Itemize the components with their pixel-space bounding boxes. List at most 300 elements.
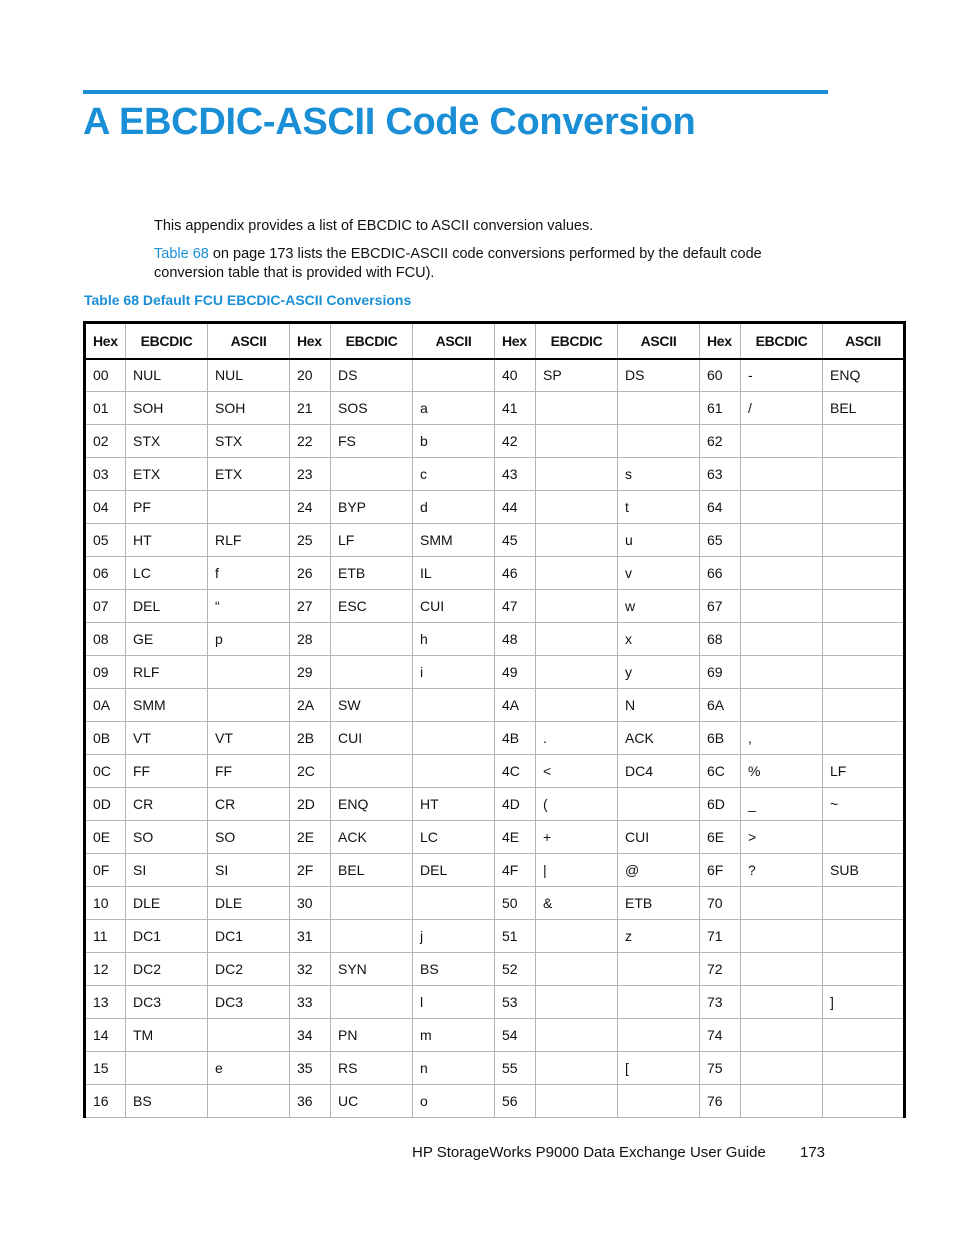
table-cell	[536, 425, 618, 458]
table-cell	[618, 953, 700, 986]
table-cell	[536, 656, 618, 689]
table-cell	[823, 524, 905, 557]
table-cell: 09	[85, 656, 126, 689]
table-cell: h	[413, 623, 495, 656]
table-cell	[618, 425, 700, 458]
table-cell: n	[413, 1052, 495, 1085]
table-row	[85, 788, 905, 821]
chapter-title: A EBCDIC-ASCII Code Conversion	[83, 101, 696, 143]
table-cell: 0A	[85, 689, 126, 722]
table-cell: 51	[495, 920, 536, 953]
table-cell: 23	[290, 458, 331, 491]
column-header: ASCII	[618, 323, 700, 359]
table-cell	[823, 953, 905, 986]
table-cell: 03	[85, 458, 126, 491]
table-cell: HT	[126, 524, 208, 557]
table-cell: VT	[208, 722, 290, 755]
table-cell: CUI	[413, 590, 495, 623]
table-row	[85, 755, 905, 788]
table-cell: 70	[700, 887, 741, 920]
table-cell	[126, 1052, 208, 1085]
table-cell: PN	[331, 1019, 413, 1052]
table-cell	[618, 392, 700, 425]
table-cell: 14	[85, 1019, 126, 1052]
table-cell: 27	[290, 590, 331, 623]
table-cell: ETB	[618, 887, 700, 920]
table-cell: -	[741, 359, 823, 392]
table-cell	[741, 623, 823, 656]
table-cell: 71	[700, 920, 741, 953]
column-header: ASCII	[413, 323, 495, 359]
table-cell: 52	[495, 953, 536, 986]
table-cell	[741, 656, 823, 689]
table-cell: 50	[495, 887, 536, 920]
table-cell	[618, 986, 700, 1019]
table-cell: GE	[126, 623, 208, 656]
table-cell	[823, 689, 905, 722]
table-cell: CR	[208, 788, 290, 821]
table-cell	[331, 458, 413, 491]
table-cell: SO	[208, 821, 290, 854]
table-cell: 75	[700, 1052, 741, 1085]
table-cell	[536, 557, 618, 590]
table-cell	[536, 1019, 618, 1052]
table-cell: e	[208, 1052, 290, 1085]
table-row	[85, 689, 905, 722]
table-cell: DC3	[208, 986, 290, 1019]
table-cell	[536, 1085, 618, 1118]
table-cell: CR	[126, 788, 208, 821]
table-cell: 49	[495, 656, 536, 689]
table-68-link[interactable]: Table 68	[154, 246, 209, 262]
table-row	[85, 590, 905, 623]
table-cell: ESC	[331, 590, 413, 623]
table-cell: ENQ	[331, 788, 413, 821]
table-cell: ENQ	[823, 359, 905, 392]
table-cell: 6F	[700, 854, 741, 887]
table-cell: 45	[495, 524, 536, 557]
table-cell: d	[413, 491, 495, 524]
table-cell: v	[618, 557, 700, 590]
table-cell: BEL	[823, 392, 905, 425]
table-cell: 2A	[290, 689, 331, 722]
table-cell: a	[413, 392, 495, 425]
table-cell	[413, 689, 495, 722]
column-header: ASCII	[823, 323, 905, 359]
table-cell: 2C	[290, 755, 331, 788]
table-cell: IL	[413, 557, 495, 590]
table-cell: 61	[700, 392, 741, 425]
table-cell	[413, 359, 495, 392]
table-cell: %	[741, 755, 823, 788]
table-cell: 2F	[290, 854, 331, 887]
table-cell	[331, 920, 413, 953]
table-cell: 41	[495, 392, 536, 425]
table-cell: 01	[85, 392, 126, 425]
table-cell: .	[536, 722, 618, 755]
table-cell: 4D	[495, 788, 536, 821]
table-cell: ACK	[618, 722, 700, 755]
table-cell	[823, 1085, 905, 1118]
table-cell: DC3	[126, 986, 208, 1019]
table-cell	[536, 524, 618, 557]
column-header: Hex	[495, 323, 536, 359]
table-body	[85, 359, 905, 1118]
chapter-top-rule	[83, 90, 828, 94]
table-cell	[536, 920, 618, 953]
table-cell: 54	[495, 1019, 536, 1052]
table-cell: NUL	[208, 359, 290, 392]
table-cell: ]	[823, 986, 905, 1019]
table-cell: t	[618, 491, 700, 524]
table-cell: 00	[85, 359, 126, 392]
table-cell: o	[413, 1085, 495, 1118]
table-cell	[331, 887, 413, 920]
table-cell: 74	[700, 1019, 741, 1052]
table-cell: LF	[331, 524, 413, 557]
column-header: Hex	[700, 323, 741, 359]
table-cell	[413, 887, 495, 920]
table-cell: SUB	[823, 854, 905, 887]
table-cell: &	[536, 887, 618, 920]
table-cell	[618, 1085, 700, 1118]
table-cell: 6C	[700, 755, 741, 788]
table-cell: FF	[208, 755, 290, 788]
table-cell: 43	[495, 458, 536, 491]
table-cell: (	[536, 788, 618, 821]
table-cell: UC	[331, 1085, 413, 1118]
table-cell	[208, 1019, 290, 1052]
table-row	[85, 491, 905, 524]
table-cell	[741, 590, 823, 623]
table-cell: TM	[126, 1019, 208, 1052]
table-header	[85, 323, 905, 359]
table-cell: 33	[290, 986, 331, 1019]
table-cell: 36	[290, 1085, 331, 1118]
table-cell: 56	[495, 1085, 536, 1118]
table-row	[85, 887, 905, 920]
table-cell: ACK	[331, 821, 413, 854]
table-cell: LF	[823, 755, 905, 788]
table-row	[85, 458, 905, 491]
table-cell: 10	[85, 887, 126, 920]
table-cell	[823, 821, 905, 854]
table-cell: DEL	[413, 854, 495, 887]
table-cell	[741, 986, 823, 1019]
table-cell	[823, 1052, 905, 1085]
table-cell	[823, 425, 905, 458]
table-cell: 6B	[700, 722, 741, 755]
table-cell	[331, 986, 413, 1019]
table-cell	[536, 986, 618, 1019]
table-cell: @	[618, 854, 700, 887]
table-cell	[536, 590, 618, 623]
table-cell: 12	[85, 953, 126, 986]
table-cell: ETX	[208, 458, 290, 491]
table-cell	[823, 722, 905, 755]
table-cell: SMM	[413, 524, 495, 557]
table-row	[85, 920, 905, 953]
table-row	[85, 359, 905, 392]
table-cell: |	[536, 854, 618, 887]
table-reference-paragraph	[154, 245, 814, 283]
table-cell	[741, 1085, 823, 1118]
table-cell	[741, 524, 823, 557]
table-cell	[741, 491, 823, 524]
table-cell	[823, 887, 905, 920]
table-cell	[536, 392, 618, 425]
table-cell: 66	[700, 557, 741, 590]
table-cell	[208, 491, 290, 524]
table-cell: CUI	[618, 821, 700, 854]
table-cell	[741, 557, 823, 590]
table-cell: 76	[700, 1085, 741, 1118]
table-cell: 60	[700, 359, 741, 392]
table-caption: Table 68 Default FCU EBCDIC-ASCII Conversions	[84, 292, 412, 308]
table-cell: DC1	[208, 920, 290, 953]
table-cell: DLE	[208, 887, 290, 920]
table-cell	[536, 458, 618, 491]
table-row	[85, 425, 905, 458]
table-cell	[413, 722, 495, 755]
column-header: Hex	[290, 323, 331, 359]
table-cell: 31	[290, 920, 331, 953]
table-cell: >	[741, 821, 823, 854]
table-cell: 48	[495, 623, 536, 656]
table-cell	[823, 656, 905, 689]
table-cell: 0F	[85, 854, 126, 887]
table-cell	[741, 887, 823, 920]
table-cell: 0C	[85, 755, 126, 788]
table-cell: LC	[126, 557, 208, 590]
table-cell: RS	[331, 1052, 413, 1085]
table-cell: x	[618, 623, 700, 656]
table-cell: 2D	[290, 788, 331, 821]
table-cell: SOS	[331, 392, 413, 425]
table-cell: 46	[495, 557, 536, 590]
table-cell: 24	[290, 491, 331, 524]
table-cell	[208, 656, 290, 689]
table-cell: 6A	[700, 689, 741, 722]
table-cell: DC1	[126, 920, 208, 953]
table-cell	[823, 623, 905, 656]
table-cell: z	[618, 920, 700, 953]
table-cell: 2B	[290, 722, 331, 755]
table-cell: 68	[700, 623, 741, 656]
table-cell: /	[741, 392, 823, 425]
table-cell: 47	[495, 590, 536, 623]
column-header: ASCII	[208, 323, 290, 359]
table-cell	[741, 920, 823, 953]
table-cell	[741, 689, 823, 722]
table-cell	[536, 1052, 618, 1085]
table-cell: SP	[536, 359, 618, 392]
table-cell: 4A	[495, 689, 536, 722]
table-cell	[741, 953, 823, 986]
table-row	[85, 953, 905, 986]
table-cell	[741, 458, 823, 491]
table-cell: BYP	[331, 491, 413, 524]
table-cell: 2E	[290, 821, 331, 854]
table-cell: STX	[126, 425, 208, 458]
table-cell: 11	[85, 920, 126, 953]
table-cell	[331, 623, 413, 656]
table-cell: BS	[413, 953, 495, 986]
table-cell: p	[208, 623, 290, 656]
table-cell	[741, 1052, 823, 1085]
table-cell: c	[413, 458, 495, 491]
table-row	[85, 1052, 905, 1085]
table-cell: BS	[126, 1085, 208, 1118]
table-cell: 20	[290, 359, 331, 392]
table-cell	[331, 656, 413, 689]
table-cell: 35	[290, 1052, 331, 1085]
table-cell: 4F	[495, 854, 536, 887]
table-cell: 0B	[85, 722, 126, 755]
footer-page-number: 173	[800, 1144, 826, 1161]
table-cell	[618, 788, 700, 821]
table-row	[85, 392, 905, 425]
table-cell	[823, 920, 905, 953]
table-cell: ETX	[126, 458, 208, 491]
table-cell: PF	[126, 491, 208, 524]
page-footer	[412, 1144, 826, 1161]
table-cell: ~	[823, 788, 905, 821]
table-cell	[536, 689, 618, 722]
table-cell: 07	[85, 590, 126, 623]
table-row	[85, 656, 905, 689]
table-cell: f	[208, 557, 290, 590]
table-cell: DS	[331, 359, 413, 392]
table-cell: HT	[413, 788, 495, 821]
intro-paragraph: This appendix provides a list of EBCDIC to ASCII conversion values.	[154, 218, 594, 234]
table-cell: 22	[290, 425, 331, 458]
table-cell	[823, 491, 905, 524]
table-cell: j	[413, 920, 495, 953]
table-cell: DC4	[618, 755, 700, 788]
table-cell: RLF	[208, 524, 290, 557]
table-cell	[536, 491, 618, 524]
table-cell	[741, 1019, 823, 1052]
table-cell: CUI	[331, 722, 413, 755]
table-cell: 15	[85, 1052, 126, 1085]
table-cell: 30	[290, 887, 331, 920]
table-cell: 0D	[85, 788, 126, 821]
table-cell	[741, 425, 823, 458]
table-cell: NUL	[126, 359, 208, 392]
table-row	[85, 821, 905, 854]
table-cell	[823, 1019, 905, 1052]
table-cell: 69	[700, 656, 741, 689]
table-cell: 32	[290, 953, 331, 986]
table-cell: SOH	[208, 392, 290, 425]
table-cell	[823, 458, 905, 491]
table-cell: SO	[126, 821, 208, 854]
table-cell: i	[413, 656, 495, 689]
table-cell: m	[413, 1019, 495, 1052]
table-cell	[208, 1085, 290, 1118]
table-cell: 55	[495, 1052, 536, 1085]
table-cell: 53	[495, 986, 536, 1019]
table-cell: DC2	[126, 953, 208, 986]
table-cell: 25	[290, 524, 331, 557]
table-cell	[823, 557, 905, 590]
table-cell: [	[618, 1052, 700, 1085]
table-cell: 62	[700, 425, 741, 458]
column-header: EBCDIC	[126, 323, 208, 359]
table-cell: 4B	[495, 722, 536, 755]
table-cell	[823, 590, 905, 623]
table-cell: ETB	[331, 557, 413, 590]
table-cell: SYN	[331, 953, 413, 986]
table-cell	[536, 953, 618, 986]
table-row	[85, 524, 905, 557]
table-row	[85, 854, 905, 887]
table-cell: 67	[700, 590, 741, 623]
table-cell: _	[741, 788, 823, 821]
table-cell: DLE	[126, 887, 208, 920]
table-cell	[413, 755, 495, 788]
header-row	[85, 323, 905, 359]
table-cell: BEL	[331, 854, 413, 887]
table-cell: 63	[700, 458, 741, 491]
conversion-table	[83, 321, 906, 1118]
table-cell: 6E	[700, 821, 741, 854]
table-cell: N	[618, 689, 700, 722]
table-cell: 06	[85, 557, 126, 590]
table-cell: 40	[495, 359, 536, 392]
table-cell: 72	[700, 953, 741, 986]
table-cell: DS	[618, 359, 700, 392]
table-cell: 44	[495, 491, 536, 524]
table-cell	[331, 755, 413, 788]
table-cell: +	[536, 821, 618, 854]
table-cell: DC2	[208, 953, 290, 986]
table-cell: 29	[290, 656, 331, 689]
column-header: EBCDIC	[536, 323, 618, 359]
table-cell: “	[208, 590, 290, 623]
table-row	[85, 722, 905, 755]
table-cell: VT	[126, 722, 208, 755]
table-cell: SI	[126, 854, 208, 887]
table-cell: 42	[495, 425, 536, 458]
table-cell: y	[618, 656, 700, 689]
table-cell: b	[413, 425, 495, 458]
table-cell: 64	[700, 491, 741, 524]
table-cell: RLF	[126, 656, 208, 689]
table-cell	[618, 1019, 700, 1052]
table-cell: 21	[290, 392, 331, 425]
table-cell	[536, 623, 618, 656]
footer-guide-title: HP StorageWorks P9000 Data Exchange User Guide	[412, 1144, 766, 1161]
table-cell: u	[618, 524, 700, 557]
table-cell: DEL	[126, 590, 208, 623]
table-row	[85, 557, 905, 590]
table-cell: 6D	[700, 788, 741, 821]
table-cell: LC	[413, 821, 495, 854]
table-cell: 13	[85, 986, 126, 1019]
table-cell: 4C	[495, 755, 536, 788]
table-cell: STX	[208, 425, 290, 458]
table-reference-text: on page 173 lists the EBCDIC-ASCII code conversions performed by the default code conversion table that is provided with FCU).	[154, 246, 762, 281]
table-cell: s	[618, 458, 700, 491]
conversion-table-container	[83, 321, 904, 1109]
table-cell	[208, 689, 290, 722]
table-cell: 04	[85, 491, 126, 524]
table-cell: 65	[700, 524, 741, 557]
table-cell: FF	[126, 755, 208, 788]
table-cell: 4E	[495, 821, 536, 854]
